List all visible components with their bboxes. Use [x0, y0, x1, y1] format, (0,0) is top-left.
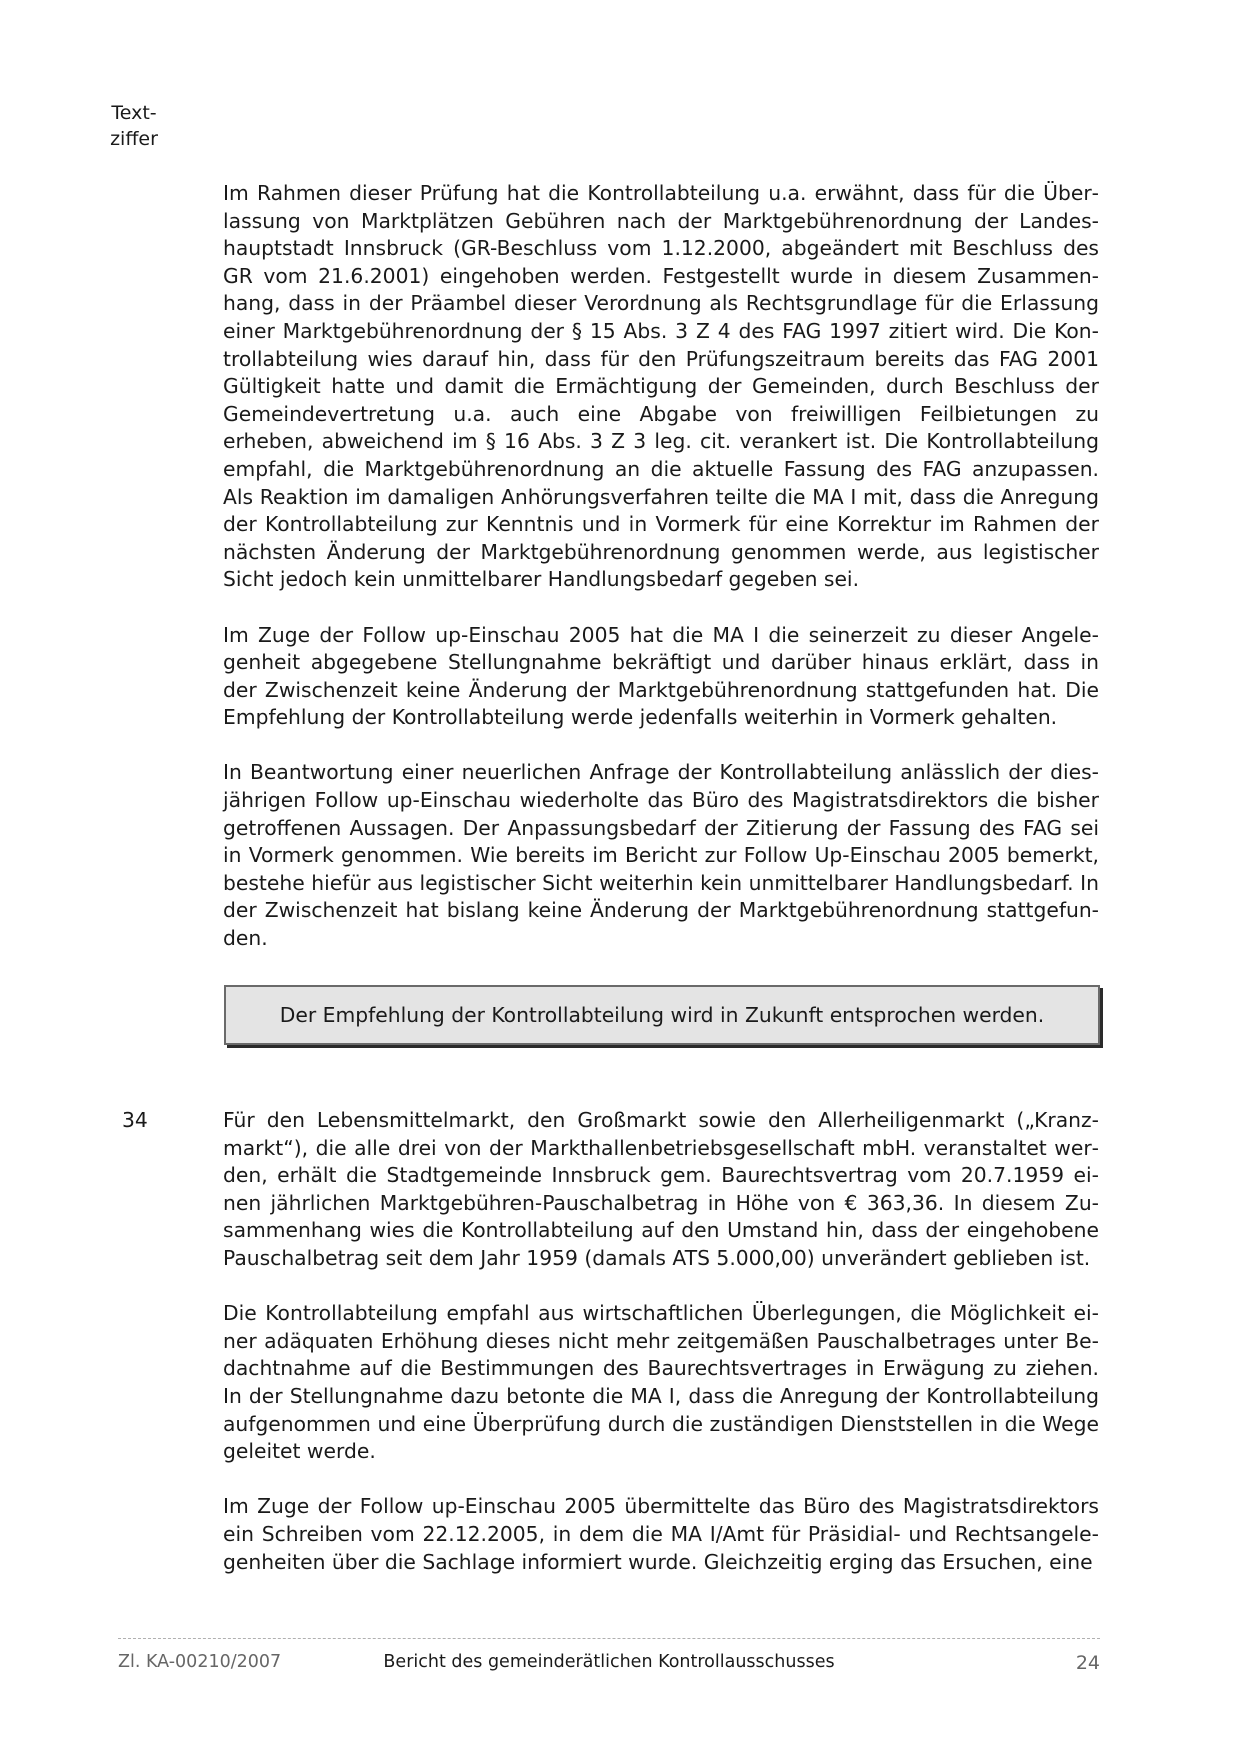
paragraph: Im Rahmen dieser Prüfung hat die Kontrollabteilung u.a. erwähnt, dass für die Überlassung von Marktplätzen Gebühren nach der Marktgebührenordnung der Landeshauptstadt Innsbruck (GR-Beschluss vom 1.12.2000, abgeändert mit Beschluss des GR vom 21.6.2001) eingehoben werden. Festgestellt wurde in diesem Zusammenhang, dass in der Präambel dieser Verordnung als Rechtsgrundlage für die Erlassung einer Marktgebührenordnung der § 15 Abs. 3 Z 4 des FAG 1997 zitiert wird. Die Kontrollabteilung wies darauf hin, dass für den Prüfungszeitraum bereits das FAG 2001 Gültigkeit hatte und damit die Ermächtigung der Gemeinden, durch Beschluss der Gemeindevertretung u.a. auch eine Abgabe von freiwilligen Feilbietungen zu erheben, abweichend im § 16 Abs. 3 Z 3 leg. cit. verankert ist. Die Kontrollabteilung empfahl, die Marktgebührenordnung an die aktuelle Fassung des FAG anzupassen. Als Reaktion im damaligen Anhörungsverfahren teilte die MA I mit, dass die Anregung der Kontrollabteilung zur Kenntnis und in Vormerk für eine Korrektur im Rahmen der nächsten Änderung der Marktgebührenordnung genommen werde, aus legistischer Sicht jedoch kein unmittelbarer Handlungsbedarf gegeben sei. — [223, 181, 1099, 592]
page-number: 24 — [1075, 1652, 1100, 1674]
document-reference: Zl. KA-00210/2007 — [118, 1652, 282, 1672]
margin-label-textziffer: Text- ziffer — [110, 102, 158, 150]
section-body — [223, 180, 1099, 953]
section-body — [223, 1107, 1099, 1576]
paragraph: Im Zuge der Follow up-Einschau 2005 hat die MA I die seinerzeit zu dieser Angelegenheit abgegebene Stellungnahme bekräftigt und darüber hinaus erklärt, dass in der Zwischenzeit keine Änderung der Marktgebührenordnung stattgefunden hat. Die Empfehlung der Kontrollabteilung werde jedenfalls weiterhin in Vormerk gehalten. — [223, 622, 1099, 730]
paragraph: Die Kontrollabteilung empfahl aus wirtschaftlichen Überlegungen, die Möglichkeit einer adäquaten Erhöhung dieses nicht mehr zeitgemäßen Pauschalbetrages unter Bedachtnahme auf die Bestimmungen des Baurechtsvertrages in Erwägung zu ziehen. In der Stellungnahme dazu betonte die MA I, dass die Anregung der Kontrollabteilung aufgenommen und eine Überprüfung durch die zuständigen Dienststellen in die Wege geleitet werde. — [223, 1301, 1099, 1464]
footer-divider — [118, 1638, 1100, 1639]
statement-box — [224, 985, 1100, 1045]
page-footer — [118, 1652, 1100, 1676]
paragraph: Für den Lebensmittelmarkt, den Großmarkt sowie den Allerheiligenmarkt („Kranzmarkt“), die alle drei von der Markthallenbetriebsgesellschaft mbH. veranstaltet werden, erhält die Stadtgemeinde Innsbruck gem. Baurechtsvertrag vom 20.7.1959 einen jährlichen Marktgebühren-Pauschalbetrag in Höhe von € 363,36. In diesem Zusammenhang wies die Kontrollabteilung auf den Umstand hin, dass der eingehobene Pauschalbetrag seit dem Jahr 1959 (damals ATS 5.000,00) unverändert geblieben ist. — [223, 1108, 1099, 1270]
statement-text: Der Empfehlung der Kontrollabteilung wird in Zukunft entsprochen werden. — [279, 1003, 1045, 1027]
textziffer-number: 34 — [122, 1108, 148, 1132]
paragraph: Im Zuge der Follow up-Einschau 2005 übermittelte das Büro des Magistratsdirektors ein Schreiben vom 22.12.2005, in dem die MA I/Amt für Präsidial- und Rechtsangelegenheiten über die Sachlage informiert wurde. Gleichzeitig erging das Ersuchen, eine — [223, 1494, 1099, 1574]
footer-title: Bericht des gemeinderätlichen Kontrollausschusses — [383, 1652, 835, 1672]
paragraph: In Beantwortung einer neuerlichen Anfrage der Kontrollabteilung anlässlich der diesjährigen Follow up-Einschau wiederholte das Büro des Magistratsdirektors die bisher getroffenen Aussagen. Der Anpassungsbedarf der Zitierung der Fassung des FAG sei in Vormerk genommen. Wie bereits im Bericht zur Follow Up-Einschau 2005 bemerkt, bestehe hiefür aus legistischer Sicht weiterhin kein unmittelbarer Handlungsbedarf. In der Zwischenzeit hat bislang keine Änderung der Marktgebührenordnung stattgefunden. — [223, 760, 1099, 951]
